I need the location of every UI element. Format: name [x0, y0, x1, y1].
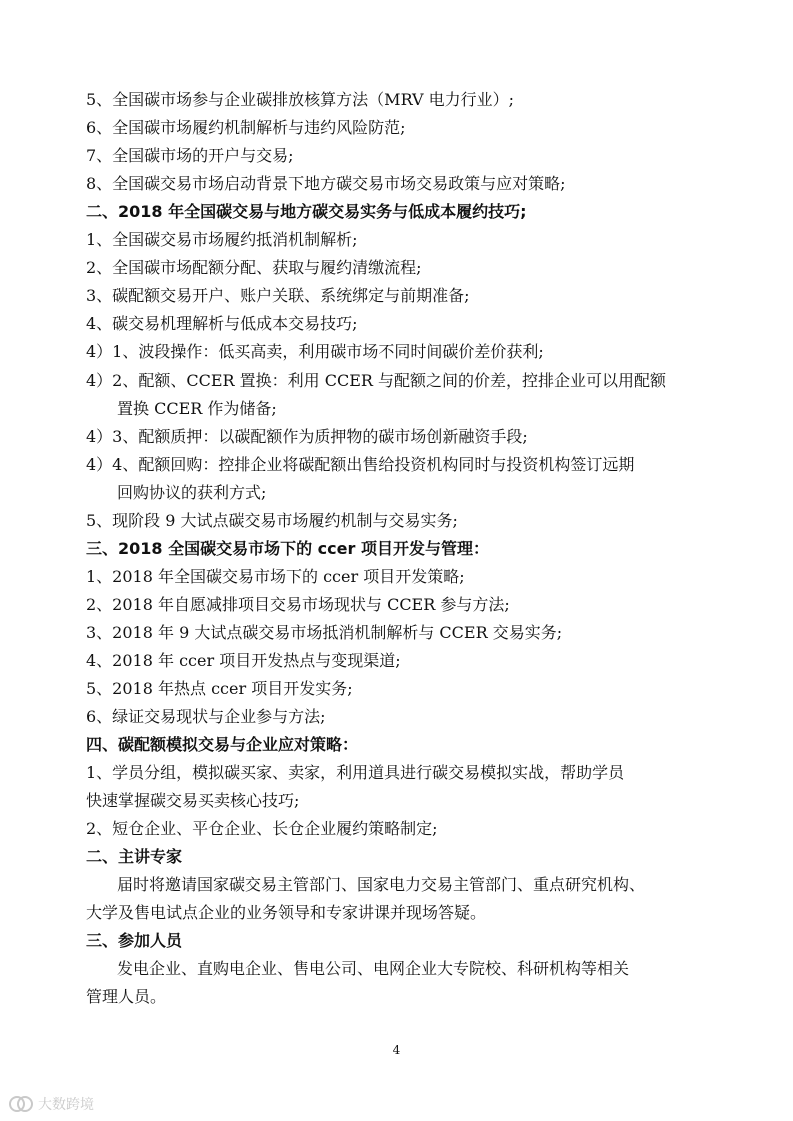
doc-line-20: 4、2018 年 ccer 项目开发热点与变现渠道; — [86, 651, 401, 670]
doc-line-14: 回购协议的获利方式; — [117, 483, 267, 502]
doc-line-11: 置换 CCER 作为储备; — [117, 399, 277, 418]
doc-line-21: 5、2018 年热点 ccer 项目开发实务; — [86, 679, 353, 698]
section-heading-speakers: 二、主讲专家 — [86, 847, 183, 866]
doc-line-17: 1、2018 年全国碳交易市场下的 ccer 项目开发策略; — [86, 567, 465, 586]
doc-line-8: 4、碳交易机理解析与低成本交易技巧; — [86, 314, 358, 333]
speakers-paragraph-line-1: 届时将邀请国家碳交易主管部门、国家电力交易主管部门、重点研究机构、 — [117, 875, 646, 894]
doc-line-25: 快速掌握碳交易买卖核心技巧; — [86, 791, 300, 810]
doc-line-15: 5、现阶段 9 大试点碳交易市场履约机制与交易实务; — [86, 511, 458, 530]
section-heading-2: 二、2018 年全国碳交易与地方碳交易实务与低成本履约技巧; — [86, 202, 527, 221]
speakers-paragraph-line-2: 大学及售电试点企业的业务领导和专家讲课并现场答疑。 — [86, 903, 487, 922]
section-heading-4: 四、碳配额模拟交易与企业应对策略： — [86, 735, 359, 754]
doc-line-5: 1、全国碳交易市场履约抵消机制解析; — [86, 230, 358, 249]
doc-line-18: 2、2018 年自愿减排项目交易市场现状与 CCER 参与方法; — [86, 595, 510, 614]
doc-line-19: 3、2018 年 9 大试点碳交易市场抵消机制解析与 CCER 交易实务; — [86, 623, 563, 642]
doc-line-22: 6、绿证交易现状与企业参与方法; — [86, 707, 326, 726]
doc-line-1: 6、全国碳市场履约机制解析与违约风险防范; — [86, 118, 406, 137]
doc-line-2: 7、全国碳市场的开户与交易; — [86, 146, 294, 165]
doc-line-10: 4）2、配额、CCER 置换：利用 CCER 与配额之间的价差，控排企业可以用配额 — [86, 371, 667, 390]
attendees-paragraph-line-1: 发电企业、直购电企业、售电公司、电网企业大专院校、科研机构等相关 — [117, 959, 630, 978]
watermark — [8, 1093, 94, 1115]
doc-line-9: 4）1、波段操作：低买高卖，利用碳市场不同时间碳价差价获利; — [86, 342, 544, 361]
doc-line-7: 3、碳配额交易开户、账户关联、系统绑定与前期准备; — [86, 286, 470, 305]
doc-line-24: 1、学员分组，模拟碳买家、卖家，利用道具进行碳交易模拟实战，帮助学员 — [86, 763, 625, 782]
page-number: 4 — [392, 1043, 401, 1057]
doc-line-0: 5、全国碳市场参与企业碳排放核算方法（MRV 电力行业）; — [86, 90, 515, 109]
watermark-text: 大数跨境 — [38, 1097, 94, 1113]
section-heading-attendees: 三、参加人员 — [86, 931, 183, 950]
doc-line-6: 2、全国碳市场配额分配、获取与履约清缴流程; — [86, 258, 422, 277]
doc-line-3: 8、全国碳交易市场启动背景下地方碳交易市场交易政策与应对策略; — [86, 174, 566, 193]
section-heading-3: 三、2018 全国碳交易市场下的 ccer 项目开发与管理： — [86, 539, 489, 558]
doc-line-26: 2、短仓企业、平仓企业、长仓企业履约策略制定; — [86, 819, 438, 838]
attendees-paragraph-line-2: 管理人员。 — [86, 987, 167, 1006]
watermark-logo-icon — [8, 1095, 34, 1113]
doc-line-13: 4）4、配额回购：控排企业将碳配额出售给投资机构同时与投资机构签订远期 — [86, 455, 635, 474]
doc-line-12: 4）3、配额质押：以碳配额作为质押物的碳市场创新融资手段; — [86, 427, 528, 446]
